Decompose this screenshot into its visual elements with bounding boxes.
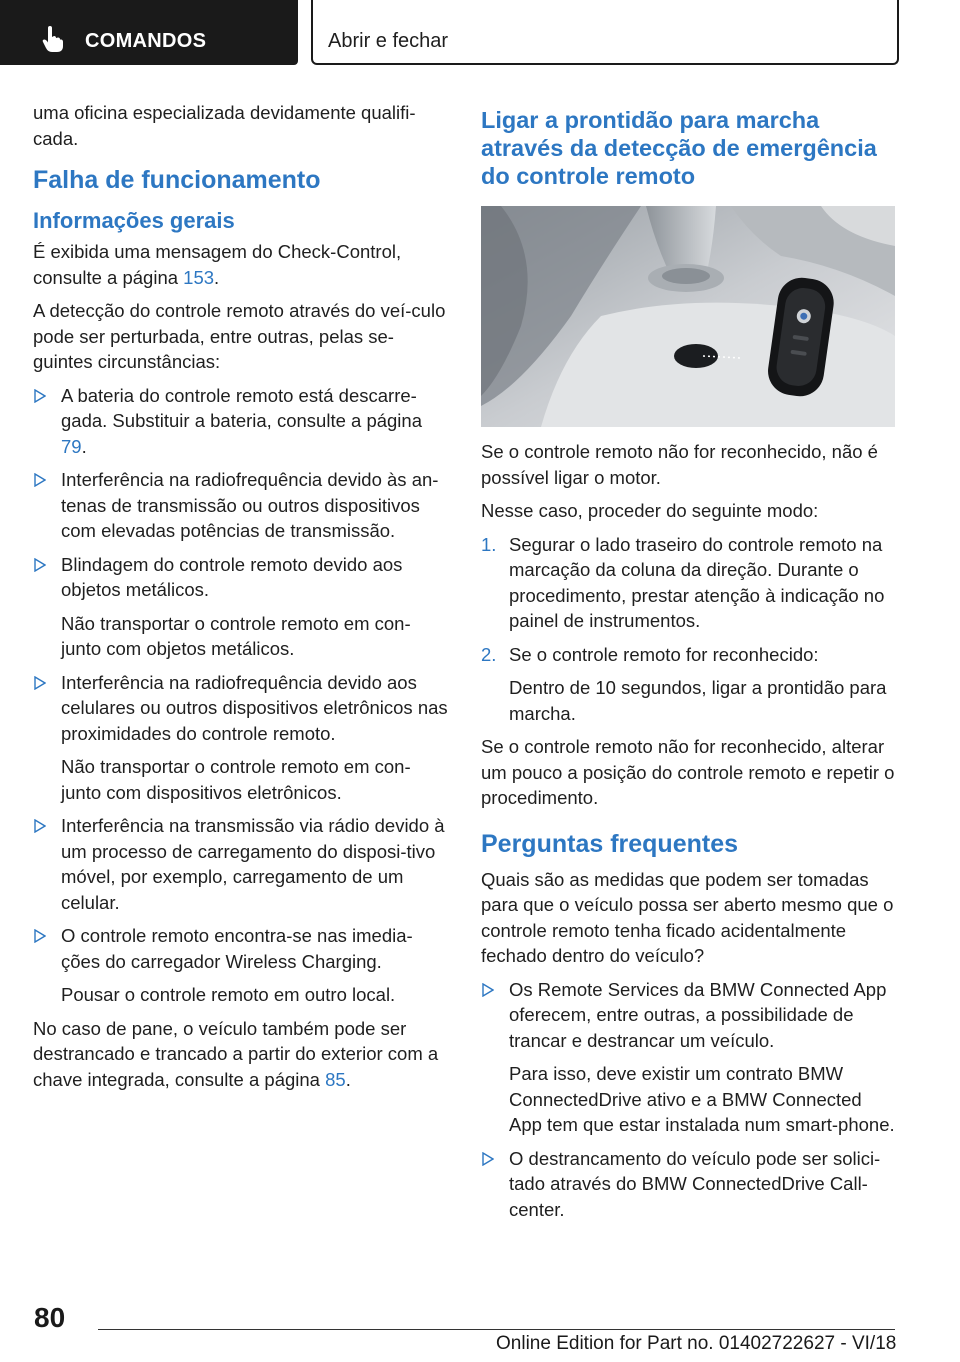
paragraph-question: Quais são as medidas que podem ser tomadas para que o veículo possa ser aberto mesmo que o controle remoto tenha ficado acidentalmente fechado dentro do veículo?: [481, 868, 894, 966]
triangle-bullet-icon: [34, 929, 46, 943]
paragraph-alterar: Se o controle remoto não for reconhecido, alterar um pouco a posição do controle remoto e repetir o procedimento.: [481, 736, 895, 808]
paragraph-pane: No caso de pane, o veículo também pode ser destrancado e trancado a partir do exterior com a chave integrada, consulte a página 85.: [33, 1017, 439, 1090]
list-item: Interferência na radiofrequência devido às an-tenas de transmissão ou outros dispositivos com elevadas potências de transmissão.: [33, 467, 448, 544]
paragraph-nesse-caso: Nesse caso, proceder do seguinte modo:: [481, 500, 819, 521]
intro-text: uma oficina especializada devidamente qualifi-cada.: [33, 102, 416, 149]
triangle-bullet-icon: [34, 819, 46, 833]
heading-ligar-prontidao: Ligar a prontidão para marcha através da detecção de emergência do controle remoto: [481, 107, 877, 189]
list-item: Os Remote Services da BMW Connected App oferecem, entre outras, a possibilidade de trancar e destrancar um veículo. Para isso, deve existir um contrato BMW ConnectedDrive ativo e a BMW Connected App tem que estar instalada num smart-phone.: [481, 977, 896, 1138]
page-link-153[interactable]: 153: [183, 266, 215, 288]
hand-pointer-icon: [42, 26, 64, 52]
page-link-79[interactable]: 79: [61, 435, 82, 457]
section-label: Abrir e fechar: [328, 30, 449, 52]
list-item: O controle remoto encontra-se nas imedia-ções do carregador Wireless Charging. Pousar o controle remoto em outro local.: [33, 923, 448, 1008]
list-item: O destrancamento do veículo pode ser solici-tado através do BMW ConnectedDrive Call-center.: [481, 1146, 896, 1223]
triangle-bullet-icon: [34, 676, 46, 690]
step-number: 1.: [481, 533, 497, 555]
page-number: 80: [34, 1302, 66, 1333]
step-number: 2.: [481, 643, 497, 665]
numbered-step: 2. Se o controle remoto for reconhecido: Dentro de 10 segundos, ligar a prontidão para marcha.: [481, 643, 887, 724]
chapter-tab: [0, 0, 298, 65]
triangle-bullet-icon: [34, 558, 46, 572]
page-link-85[interactable]: 85: [325, 1068, 346, 1090]
list-item: Interferência na transmissão via rádio devido à um processo de carregamento do disposi-tivo móvel, por exemplo, carregamento de um celular.: [33, 813, 448, 915]
footer-divider: [98, 1329, 895, 1330]
paragraph-nao-reconhecido: Se o controle remoto não for reconhecido, não é possível ligar o motor.: [481, 441, 878, 488]
triangle-bullet-icon: [34, 389, 46, 403]
list-item: A bateria do controle remoto está descarre-gada. Substituir a bateria, consulte a página 79.: [33, 383, 448, 460]
paragraph-deteccao: A detecção do controle remoto através do veí-culo pode ser perturbada, entre outras, pelas se-guintes circunstâncias:: [33, 300, 446, 372]
list-item: Blindagem do controle remoto devido aos objetos metálicos. Não transportar o controle remoto em con-junto com objetos metálicos.: [33, 552, 448, 662]
paragraph-check-control: É exibida uma mensagem do Check-Control, consulte a página 153.: [33, 241, 402, 288]
heading-falha: Falha de funcionamento: [33, 166, 321, 194]
footer-edition: Online Edition for Part no. 01402722627 - VI/18: [496, 1333, 897, 1354]
chapter-label: COMANDOS: [85, 30, 207, 52]
list-item: Interferência na radiofrequência devido aos celulares ou outros dispositivos eletrônicos nas proximidades do controle remoto. Não transportar o controle remoto em con-junto com dispositivos eletrônicos.: [33, 670, 448, 806]
heading-perguntas: Perguntas frequentes: [481, 829, 739, 858]
triangle-bullet-icon: [34, 473, 46, 487]
numbered-step: 1. Segurar o lado traseiro do controle remoto na marcação da coluna da direção. Durante o procedimento, prestar atenção à indicação no painel de instrumentos.: [481, 533, 885, 631]
triangle-bullet-icon: [482, 1152, 494, 1166]
steering-column-key-photo: [481, 206, 895, 427]
heading-informacoes: Informações gerais: [33, 208, 235, 233]
right-column: [481, 104, 896, 1230]
left-column: [33, 100, 448, 1100]
triangle-bullet-icon: [482, 983, 494, 997]
